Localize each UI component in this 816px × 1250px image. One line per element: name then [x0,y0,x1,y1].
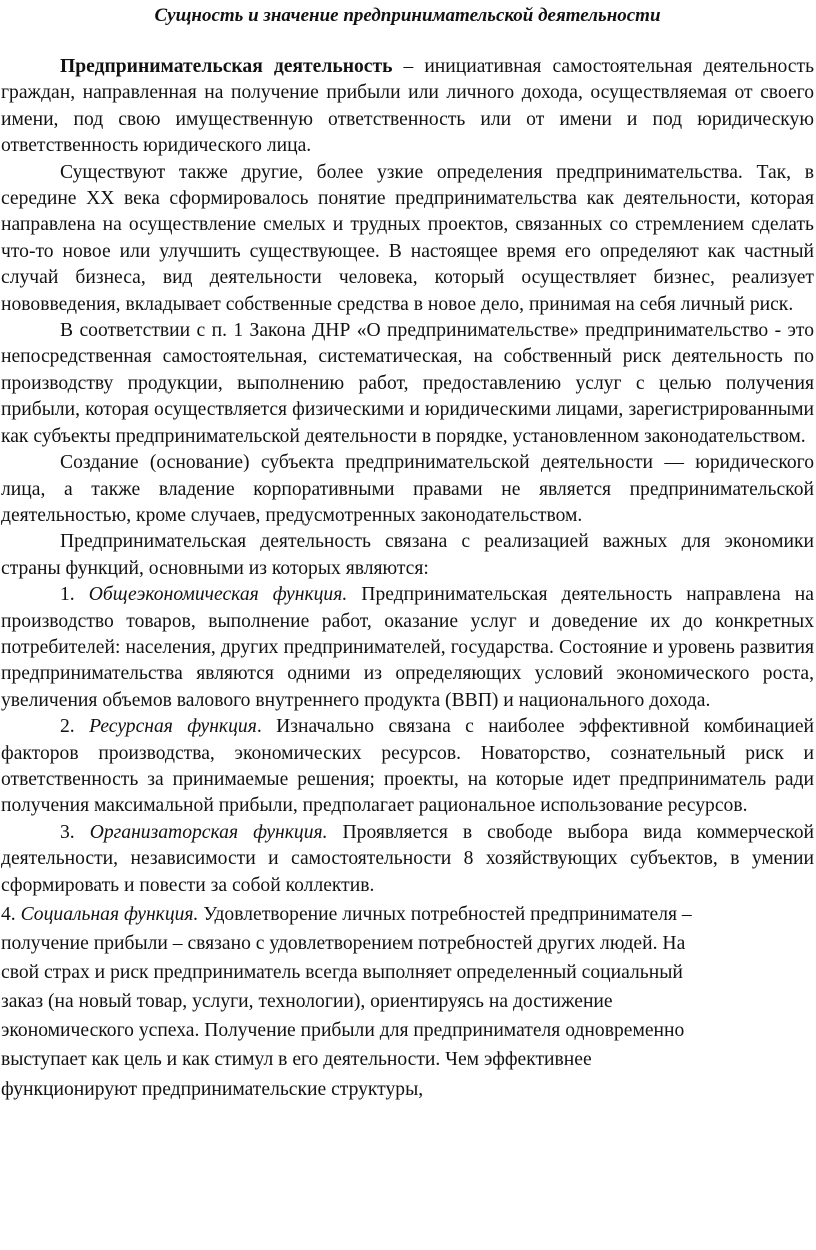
function-name: Общеэкономическая функция. [88,584,348,606]
function-text: Проявляется в свободе выбора вида коммерческой деятельности, независимости и самостоятельности 8 хозяйствующих субъектов, в умении сформировать и повести за собой коллектив. [1,821,814,896]
function-number: 2. [60,716,75,738]
social-function-line: выступает как цель и как стимул в его деятельности. Чем эффективнее [1,1049,592,1071]
paragraph-creation-exception: Создание (основание) субъекта предпринимательской деятельности — юридического лица, а также владение корпоративными правами не является предпринимательской деятельностью, кроме случаев, предусмотренных законодательством. [1,452,814,526]
function-item-social [1,900,814,1104]
function-text: Удовлетворение личных потребностей предпринимателя – [198,904,692,925]
paragraph-other-definitions: Существуют также другие, более узкие определения предпринимательства. Так, в середине XX века сформировалось понятие предпринимательства как деятельности, которая направлена на осуществление смелых и трудных проектов, связанных со стремлением сделать что-то новое или улучшить существующее. В настоящее время его определяют как частный случай бизнеса, вид деятельности человека, который осуществляет бизнес, реализует нововведения, вкладывает собственные средства в новое дело, принимая на себя личный риск. [1,161,814,315]
social-function-line: получение прибыли – связано с удовлетворением потребностей других людей. На [1,933,686,955]
function-name: Социальная функция. [20,904,199,925]
social-function-line: свой страх и риск предприниматель всегда выполняет определенный социальный [1,962,683,984]
definition-term: Предпринимательская деятельность [60,56,393,77]
paragraph-law-definition: В соответствии с п. 1 Закона ДНР «О предпринимательстве» предпринимательство - это непосредственная самостоятельная, систематическая, на собственный риск деятельность по производству продукции, выполнению работ, предоставлению услуг с целью получения прибыли, которая осуществляется физическими и юридическими лицами, зарегистрированными как субъекты предпринимательской деятельности в порядке, установленном законодательством. [1,320,814,447]
social-function-line: функционируют предпринимательские структуры, [1,1078,424,1100]
function-text: Предпринимательская деятельность направлена на производство товаров, выполнение работ, оказание услуг и доведение их до конкретных потребителей: населения, других предпринимателей, государства. Состояние и уровень развития предпринимательства являются одними из определяющих условий экономического роста, увеличения объемов валового внутреннего продукта (ВВП) и национального дохода. [1,584,814,711]
social-function-line: экономического успеха. Получение прибыли для предпринимателя одновременно [1,1020,685,1042]
function-text: . Изначально связана с наиболее эффективной комбинацией факторов производства, экономических ресурсов. Новаторство, сознательный риск и ответственность за принимаемые решения; проекты, на которые идет предприниматель ради получения максимальной прибыли, предполагает рациональное использование ресурсов. [1,716,814,817]
definition-text: – инициативная самостоятельная деятельность граждан, направленная на получение прибыли или личного дохода, осуществляемая от своего имени, под свою имущественную ответственность или от имени и под юридическую ответственность юридического лица. [1,56,815,157]
paragraph-definition [1,54,814,160]
function-item-general-economic [1,582,814,714]
document-page [0,3,816,1250]
function-number: 4. [1,904,16,925]
function-name: Ресурсная функция [89,716,257,738]
social-function-line [1,900,814,929]
function-item-organizational [1,820,814,899]
function-item-resource [1,714,814,820]
document-body [1,54,814,899]
document-title: Сущность и значение предпринимательской деятельности [154,5,661,26]
paragraph-functions-intro: Предпринимательская деятельность связана с реализацией важных для экономики страны функций, основными из которых являются: [1,531,814,579]
function-number: 3. [60,821,75,843]
function-number: 1. [60,584,75,606]
social-function-line: заказ (на новый товар, услуги, технологии), ориентируясь на достижение [1,991,613,1013]
function-name: Организаторская функция. [89,821,328,843]
